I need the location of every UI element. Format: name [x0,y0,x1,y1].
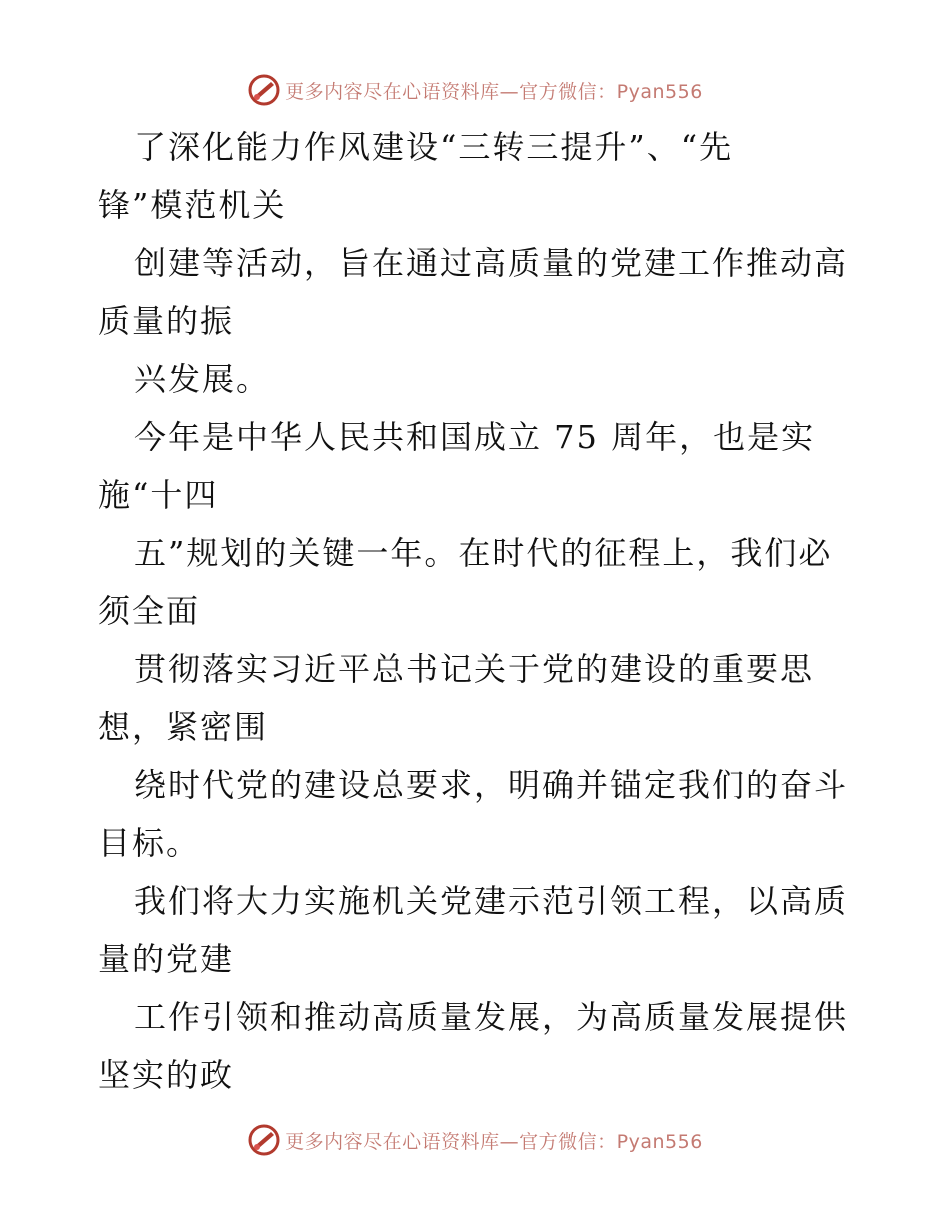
watermark-text: 更多内容尽在心语资料库—官方微信：Pyan556 [285,80,703,103]
text-line: 绕时代党的建设总要求，明确并锚定我们的奋斗 [134,766,849,804]
text-line: 五”规划的关键一年。在时代的征程上，我们必 [134,534,833,572]
watermark-text: 更多内容尽在心语资料库—官方微信：Pyan556 [285,1130,703,1153]
document-body [98,118,858,1104]
text-line: 创建等活动，旨在通过高质量的党建工作推动高 [134,244,849,282]
text-line: 量的党建 [98,940,235,978]
text-line: 想，紧密围 [98,708,269,746]
text-line: 今年是中华人民共和国成立 75 周年，也是实 [134,418,816,456]
text-line: 锋”模范机关 [98,186,287,224]
text-line: 兴发展。 [134,360,271,398]
footer-watermark [0,1120,950,1160]
text-line: 贯彻落实习近平总书记关于党的建设的重要思 [134,650,815,688]
brand-logo-icon [247,73,281,107]
brand-logo-icon [247,1123,281,1157]
text-line: 我们将大力实施机关党建示范引领工程，以高质 [134,882,849,920]
text-line: 施“十四 [98,476,219,514]
text-line: 质量的振 [98,302,235,340]
text-line: 目标。 [98,824,201,862]
text-line: 坚实的政 [98,1056,235,1094]
text-line: 了深化能力作风建设“三转三提升”、“先 [134,128,734,166]
text-line: 须全面 [98,592,201,630]
header-watermark [0,70,950,110]
text-line: 工作引领和推动高质量发展，为高质量发展提供 [134,998,849,1036]
